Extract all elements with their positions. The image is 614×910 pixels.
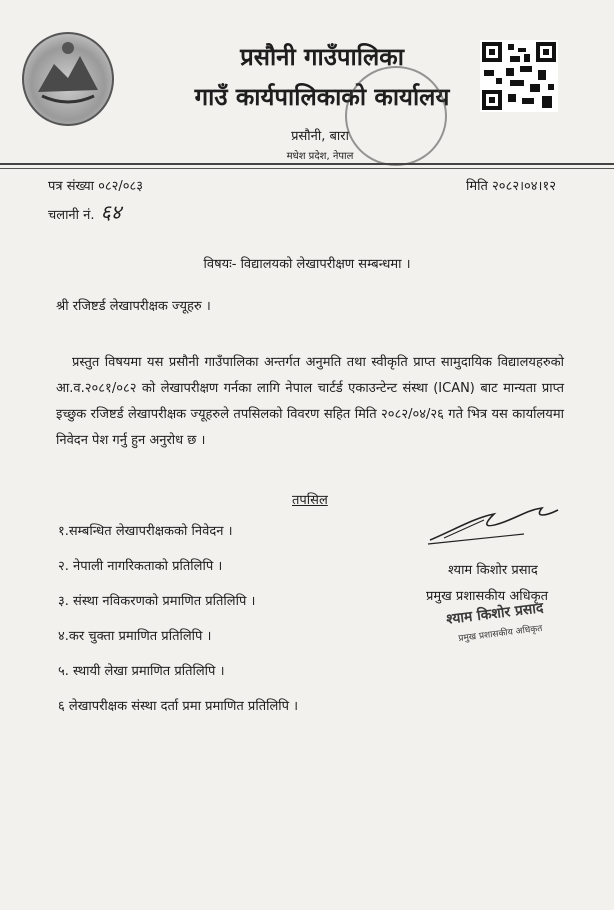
annex-title: तपसिल: [292, 493, 328, 508]
body-paragraph: प्रस्तुत विषयमा यस प्रसौनी गाउँपालिका अन्तर्गत अनुमति तथा स्वीकृति प्राप्त सामुदायिक विद्यालयहरुको आ.व.२०८१/०८२ को लेखापरीक्षण गर्नका लागि नेपाल चार्टर्ड एकाउन्टेन्ट संस्था (ICAN) बाट मान्यता प्राप्त इच्छुक रजिष्टर्ड लेखापरीक्षक ज्यूहरुले तपसिलको विवरण सहित मिति २०८२/०४/२६ गते भित्र यस कार्यालयमा निवेदन पेश गर्नु हुन अनुरोध छ ।: [56, 355, 564, 448]
handwritten-signature: [424, 500, 564, 548]
dispatch-value: ६४: [100, 200, 122, 224]
letter-number: पत्र संख्या ०८२/०८३: [48, 179, 144, 194]
dispatch-number: [48, 198, 121, 225]
header-divider: [0, 163, 614, 165]
annex-list: [58, 520, 298, 730]
office-place: प्रसौनी, बारा: [291, 129, 349, 144]
header-divider-thin: [0, 168, 614, 169]
list-item: ६ लेखापरीक्षक संस्था दर्ता प्रमा प्रमाणित प्रतिलिपि ।: [58, 699, 299, 714]
list-item: १.सम्बन्धित लेखापरीक्षकको निवेदन ।: [58, 524, 233, 539]
list-item: ३. संस्था नविकरणको प्रमाणित प्रतिलिपि ।: [58, 594, 256, 609]
office-province: मधेश प्रदेश, नेपाल: [286, 151, 354, 162]
list-item: २. नेपाली नागरिकताको प्रतिलिपि ।: [58, 559, 223, 574]
list-item: ४.कर चुक्ता प्रमाणित प्रतिलिपि ।: [58, 629, 212, 644]
letter-subject: विषयः- विद्यालयको लेखापरीक्षण सम्बन्धमा ।: [203, 257, 411, 272]
salutation: श्री रजिष्टर्ड लेखापरीक्षक ज्यूहरु ।: [56, 299, 211, 314]
office-title: प्रसौनी गाउँपालिका: [240, 43, 404, 71]
dispatch-label: चलानी नं.: [48, 208, 95, 223]
signatory-stamp-name: श्याम किशोर प्रसाद: [445, 600, 545, 628]
office-seal-stamp: [345, 66, 447, 166]
office-subtitle: गाउँ कार्यपालिकाको कार्यालय: [194, 83, 450, 111]
letter-date: मिति २०८२।०४।१२: [466, 179, 556, 194]
letter-body: [56, 350, 564, 454]
list-item: ५. स्थायी लेखा प्रमाणित प्रतिलिपि ।: [58, 664, 225, 679]
signatory-stamp-title: प्रमुख प्रशासकीय अधिकृत: [457, 623, 543, 645]
qr-code-icon: [480, 40, 558, 112]
signatory-title: प्रमुख प्रशासकीय अधिकृत: [426, 589, 549, 604]
signatory-name: श्याम किशोर प्रसाद: [448, 563, 538, 578]
